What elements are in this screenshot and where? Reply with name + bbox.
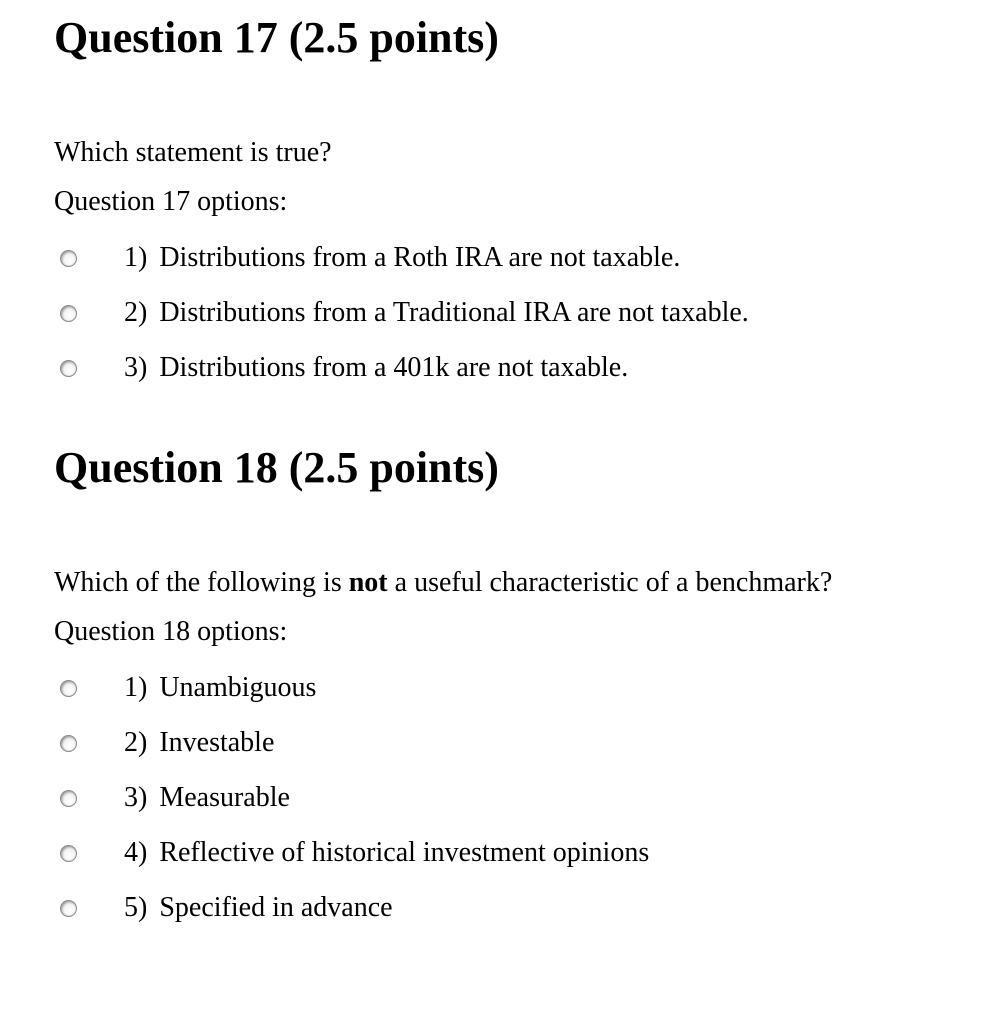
question-18 (54, 438, 994, 946)
question-18-option-5[interactable] (54, 891, 994, 925)
question-18-prompt (54, 566, 994, 600)
radio-button[interactable] (60, 790, 77, 807)
radio-button[interactable] (60, 845, 77, 862)
option-text: Distributions from a Roth IRA are not taxable. (159, 242, 681, 273)
radio-button[interactable] (60, 735, 77, 752)
question-18-option-2[interactable] (54, 726, 994, 760)
option-text: Unambiguous (159, 672, 317, 703)
radio-button[interactable] (60, 360, 77, 377)
option-text: Measurable (159, 782, 290, 813)
question-18-options-label: Question 18 options: (54, 616, 288, 647)
option-number: 1) (124, 242, 148, 273)
question-18-options (54, 671, 994, 925)
option-text: Investable (159, 727, 275, 758)
question-17-options (54, 241, 994, 385)
option-number: 4) (124, 837, 148, 868)
option-text: Distributions from a Traditional IRA are not taxable. (159, 297, 749, 328)
prompt-text-after: a useful characteristic of a benchmark? (387, 567, 833, 598)
question-17-prompt: Which statement is true? (54, 137, 332, 168)
question-18-option-3[interactable] (54, 781, 994, 815)
question-17-option-2[interactable] (54, 296, 994, 330)
question-17-title: Question 17 (2.5 points) (54, 13, 499, 62)
option-number: 1) (124, 672, 148, 703)
option-number: 3) (124, 782, 148, 813)
option-text: Specified in advance (159, 892, 393, 923)
radio-button[interactable] (60, 250, 77, 267)
question-17-option-1[interactable] (54, 241, 994, 275)
option-number: 5) (124, 892, 148, 923)
option-number: 3) (124, 352, 148, 383)
option-text: Reflective of historical investment opinions (159, 837, 650, 868)
radio-button[interactable] (60, 680, 77, 697)
question-18-option-4[interactable] (54, 836, 994, 870)
question-17-options-label: Question 17 options: (54, 186, 288, 217)
prompt-text-before: Which of the following is (54, 567, 349, 598)
question-17 (54, 8, 994, 406)
option-text: Distributions from a 401k are not taxable. (159, 352, 629, 383)
question-18-option-1[interactable] (54, 671, 994, 705)
question-17-option-3[interactable] (54, 351, 994, 385)
option-number: 2) (124, 727, 148, 758)
radio-button[interactable] (60, 900, 77, 917)
radio-button[interactable] (60, 305, 77, 322)
option-number: 2) (124, 297, 148, 328)
prompt-emphasis: not (348, 567, 388, 598)
question-18-title: Question 18 (2.5 points) (54, 443, 499, 492)
